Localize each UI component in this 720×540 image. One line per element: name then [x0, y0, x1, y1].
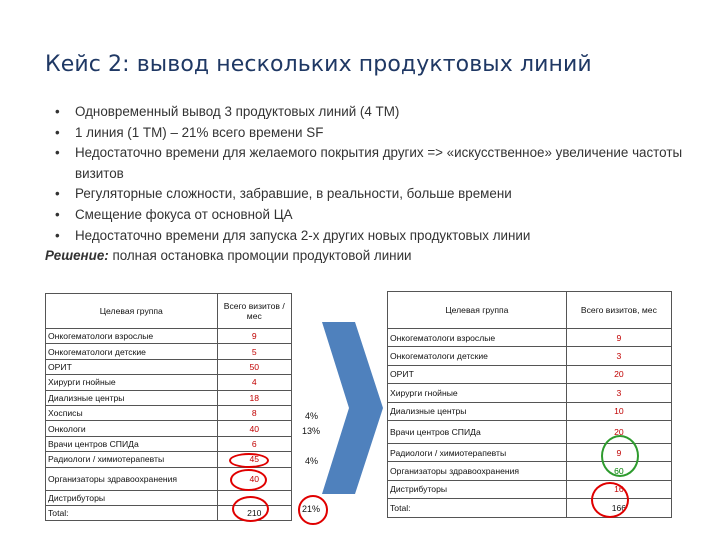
table-row-total: Total: 210 [46, 505, 292, 520]
column-header: Всего визитов / мес [217, 294, 291, 329]
table-row: Организаторы здравоохранения 60 [388, 462, 672, 480]
solution-label: Решение: [45, 248, 109, 264]
right-visits-table [387, 291, 672, 518]
bullet-item: • Недостаточно времени для запуска 2-х других новых продуктовых линии [45, 226, 705, 247]
percent-label: 4% [305, 456, 319, 466]
solution-line [45, 246, 705, 267]
table-row: Врачи центров СПИДа 20 [388, 420, 672, 443]
table-row: Онкогематологи взрослые 9 [46, 329, 292, 344]
percent-label: 13% [302, 426, 321, 436]
highlight-circle [591, 482, 629, 518]
percent-label: 4% [305, 411, 319, 421]
table-row: Организаторы здравоохранения 40 [46, 467, 292, 490]
bullet-item: • 1 линия (1 ТМ) – 21% всего времени SF [45, 123, 705, 144]
highlight-circle [229, 453, 269, 468]
bullet-marker: • [55, 124, 60, 140]
slide-title: Кейс 2: вывод нескольких продуктовых линий [45, 52, 592, 77]
bullet-marker: • [55, 104, 60, 119]
table-row: Онкогематологи взрослые 9 [388, 329, 672, 347]
highlight-circle-green [601, 435, 639, 477]
bullet-item: • Смещение фокуса от основной ЦА [45, 205, 705, 226]
column-header: Всего визитов, мес [566, 292, 671, 329]
bullet-marker: • [55, 227, 60, 243]
table-header-row [46, 294, 292, 329]
table-row: Онкогематологи детские 3 [388, 347, 672, 365]
table-row-total: Total: 166 [388, 499, 672, 517]
table-row: Онкогематологи детские 5 [46, 344, 292, 359]
transition-arrow-icon [322, 322, 384, 498]
solution-text: полная остановка промоции продуктовой линии [108, 248, 412, 264]
highlight-circle [298, 495, 328, 525]
table-row: Хирурги гнойные 4 [46, 375, 292, 390]
table-row: Радиологи / химиотерапевты 9 [388, 443, 672, 461]
bullet-marker: • [55, 206, 60, 222]
table-header-row [388, 292, 672, 329]
table-row: ОРИТ 20 [388, 365, 672, 383]
highlight-circle [232, 496, 269, 522]
bullet-item: • Одновременный вывод 3 продуктовых линий (4 ТМ) [45, 102, 705, 123]
bullet-item: • Недостаточно времени для желаемого покрытия других => «искусственное» увеличение частоты визитов [55, 145, 683, 181]
table-row: Дистрибуторы [46, 490, 292, 505]
table-row: Дистрибуторы 16 [388, 480, 672, 498]
bullet-marker: • [55, 145, 60, 161]
table-row: Радиологи / химиотерапевты 45 [46, 452, 292, 467]
table-row: Врачи центров СПИДа 6 [46, 436, 292, 451]
bullet-item: • Регуляторные сложности, забравшие, в реальности, больше времени [45, 184, 705, 205]
bullet-list [45, 102, 705, 267]
table-row: Диализные центры 10 [388, 402, 672, 420]
column-header: Целевая группа [46, 294, 218, 329]
table-row: ОРИТ 50 [46, 359, 292, 374]
table-row: Онкологи 40 [46, 421, 292, 436]
table-row: Хосписы 8 [46, 405, 292, 420]
table-row: Диализные центры 18 [46, 390, 292, 405]
highlight-circle [230, 469, 267, 491]
bullet-marker: • [55, 186, 60, 202]
table-row: Хирурги гнойные 3 [388, 384, 672, 402]
column-header: Целевая группа [388, 292, 567, 329]
percent-label: 21% [302, 504, 321, 514]
